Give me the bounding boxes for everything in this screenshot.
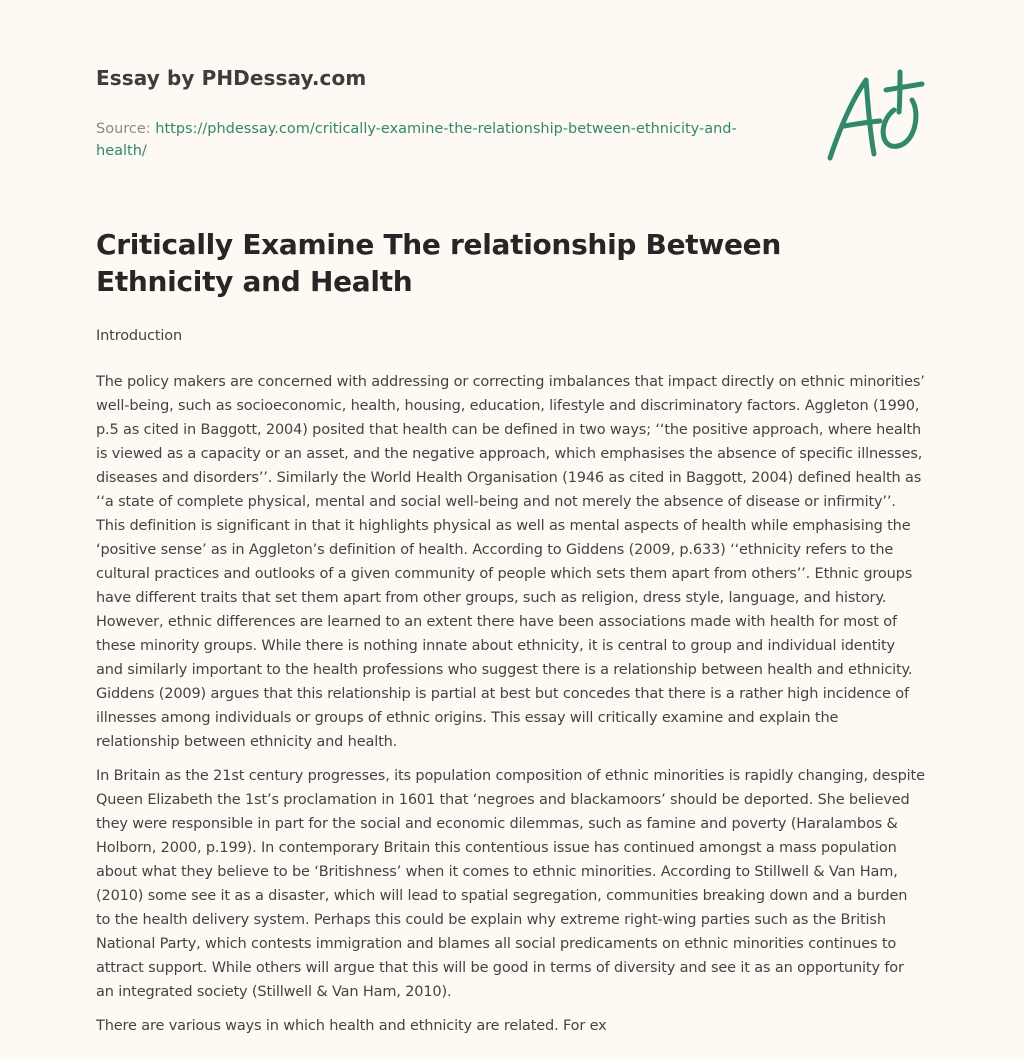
essay-content xyxy=(96,226,926,1048)
a-plus-logo xyxy=(818,66,930,166)
introduction-heading: Introduction xyxy=(96,328,183,344)
source-label: Source: xyxy=(96,121,156,137)
source-line xyxy=(96,118,776,162)
header xyxy=(96,64,796,162)
site-title: Essay by PHDessay.com xyxy=(96,66,367,90)
source-link[interactable]: https://phdessay.com/critically-examine-the-relationship-between-ethnicity-and-health/ xyxy=(96,121,737,159)
essay-paragraph: In Britain as the 21st century progresses, its population composition of ethnic minorities is rapidly changing, despite Queen Elizabeth the 1st’s proclamation in 1601 that ‘negroes and blackamoors’ should be deported. She believed they were responsible in part for the social and economic dilemmas, such as famine and poverty (Haralambos & Holborn, 2000, p.199). In contemporary Britain this contentious issue has continued amongst a mass population about what they believe to be ‘Britishness’ when it comes to ethnic minorities. According to Stillwell & Van Ham, (2010) some see it as a disaster, which will lead to spatial segregation, communities breaking down and a burden to the health delivery system. Perhaps this could be explain why extreme right-wing parties such as the British National Party, which contests immigration and blames all social predicaments on ethnic minorities continues to attract support. While others will argue that this will be good in terms of diversity and see it as an opportunity for an integrated society (Stillwell & Van Ham, 2010). xyxy=(96,768,925,1000)
essay-paragraph: There are various ways in which health and ethnicity are related. For ex xyxy=(96,1018,607,1034)
essay-paragraph: The policy makers are concerned with addressing or correcting imbalances that impact directly on ethnic minorities’ well-being, such as socioeconomic, health, housing, education, lifestyle and discriminatory factors. Aggleton (1990, p.5 as cited in Baggott, 2004) posited that health can be defined in two ways; ‘‘the positive approach, where health is viewed as a capacity or an asset, and the negative approach, which emphasises the absence of specific illnesses, diseases and disorders’’. Similarly the World Health Organisation (1946 as cited in Baggott, 2004) defined health as ‘‘a state of complete physical, mental and social well-being and not merely the absence of disease or infirmity’’. This definition is significant in that it highlights physical as well as mental aspects of health while emphasising the ‘positive sense’ as in Aggleton’s definition of health. According to Giddens (2009, p.633) ‘‘ethnicity refers to the cultural practices and outlooks of a given community of people which sets them apart from others’’. Ethnic groups have different traits that set them apart from other groups, such as religion, dress style, language, and history. However, ethnic differences are learned to an extent there have been associations made with health for most of these minority groups. While there is nothing innate about ethnicity, it is central to group and individual identity and similarly important to the health professions who suggest there is a relationship between health and ethnicity. Giddens (2009) argues that this relationship is partial at best but concedes that there is a rather high incidence of illnesses among individuals or groups of ethnic origins. This essay will critically examine and explain the relationship between ethnicity and health. xyxy=(96,374,925,750)
essay-title: Critically Examine The relationship Between Ethnicity and Health xyxy=(96,228,781,298)
